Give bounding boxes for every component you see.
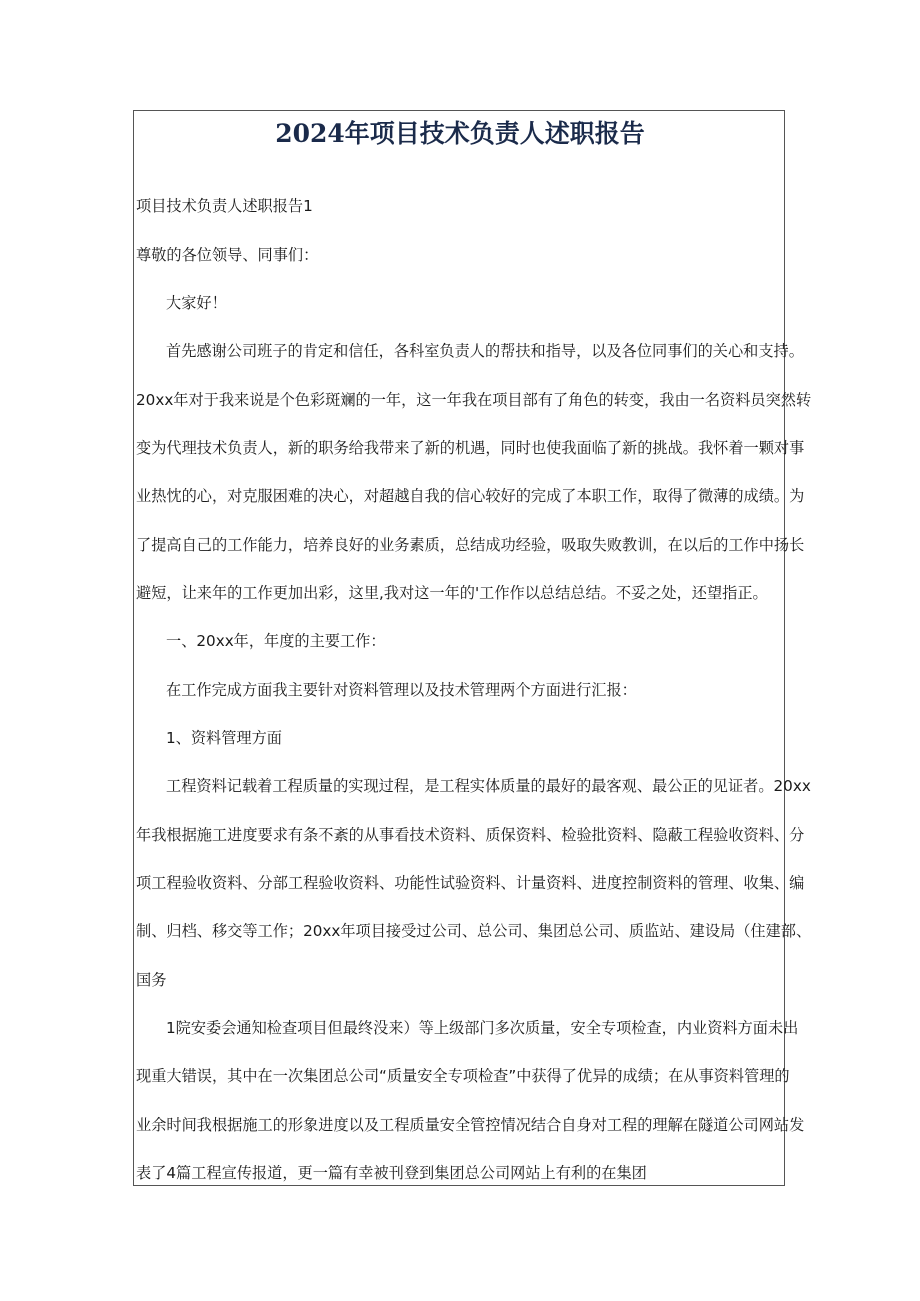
- paragraph-thanks: 首先感谢公司班子的肯定和信任，各科室负责人的帮扶和指导，以及各位同事们的关心和支持。: [166, 342, 804, 360]
- section-intro: 在工作完成方面我主要针对资料管理以及技术管理两个方面进行汇报：: [166, 681, 637, 699]
- report-subtitle: 项目技术负责人述职报告1: [136, 197, 313, 215]
- salutation: 尊敬的各位领导、同事们：: [136, 246, 319, 264]
- paragraph-line: 业余时间我根据施工的形象进度以及工程质量安全管控情况结合自身对工程的理解在隧道公司网站发: [136, 1116, 805, 1134]
- paragraph-line: 国务: [136, 971, 167, 989]
- paragraph-line: 变为代理技术负责人，新的职务给我带来了新的机遇，同时也使我面临了新的挑战。我怀着一颗对事: [136, 439, 805, 457]
- paragraph-line: 20xx年对于我来说是个色彩斑斓的一年，这一年我在项目部有了角色的转变，我由一名资料员突然转: [136, 391, 812, 409]
- document-title: 2024年项目技术负责人述职报告: [275, 119, 645, 148]
- paragraph-line: 现重大错误，其中在一次集团总公司“质量安全专项检查”中获得了优异的成绩；在从事资料管理的: [136, 1067, 790, 1085]
- paragraph-line: 了提高自己的工作能力，培养良好的业务素质，总结成功经验，吸取失败教训，在以后的工作中扬长: [136, 536, 805, 554]
- paragraph-line: 避短，让来年的工作更加出彩，这里,我对这一年的'工作作以总结总结。不妥之处，还望指正。: [136, 584, 768, 602]
- paragraph-line: 工程资料记载着工程质量的实现过程，是工程实体质量的最好的最客观、最公正的见证者。20xx: [166, 777, 811, 795]
- section-heading: 一、20xx年，年度的主要工作：: [166, 632, 386, 650]
- subsection-heading: 1、资料管理方面: [166, 729, 282, 747]
- paragraph-line: 制、归档、移交等工作；20xx年项目接受过公司、总公司、集团总公司、质监站、建设局（住建部、: [136, 922, 812, 940]
- paragraph-line: 1院安委会通知检查项目但最终没来）等上级部门多次质量，安全专项检查，内业资料方面未出: [166, 1019, 799, 1037]
- greeting: 大家好！: [166, 294, 227, 312]
- paragraph-line: 表了4篇工程宣传报道，更一篇有幸被刊登到集团总公司网站上有利的在集团: [136, 1164, 647, 1182]
- paragraph-line: 业热忱的心，对克服困难的决心，对超越自我的信心较好的完成了本职工作，取得了微薄的成绩。为: [136, 487, 805, 505]
- paragraph-line: 年我根据施工进度要求有条不紊的从事看技术资料、质保资料、检验批资料、隐蔽工程验收资料、分: [136, 826, 805, 844]
- paragraph-line: 项工程验收资料、分部工程验收资料、功能性试验资料、计量资料、进度控制资料的管理、收集、编: [136, 874, 805, 892]
